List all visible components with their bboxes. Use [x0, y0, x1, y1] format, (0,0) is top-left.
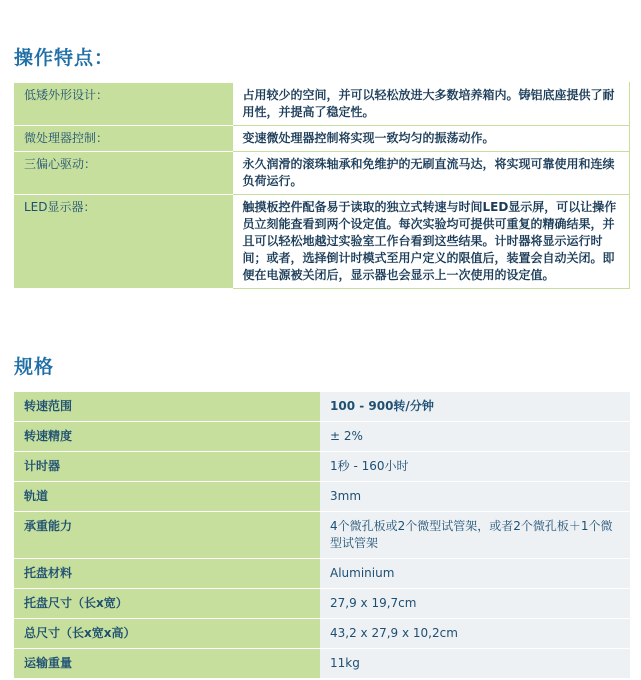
table-row: [14, 422, 630, 452]
feature-label: 微处理器控制：: [14, 126, 232, 152]
table-row: [14, 152, 630, 195]
spec-label: 轨道: [14, 482, 320, 512]
specs-heading: 规格: [14, 356, 55, 378]
table-row: [14, 83, 630, 126]
spec-label: 总尺寸（长x宽x高）: [14, 619, 320, 649]
spec-value: 43,2 x 27,9 x 10,2cm: [320, 619, 630, 649]
table-row: [14, 452, 630, 482]
feature-label: 三偏心驱动：: [14, 152, 232, 195]
table-row: [14, 126, 630, 152]
spec-label: 转速范围: [14, 392, 320, 422]
table-row: [14, 195, 630, 289]
spec-value: 27,9 x 19,7cm: [320, 589, 630, 619]
feature-value: 占用较少的空间，并可以轻松放进大多数培养箱内。铸铝底座提供了耐用性，并提高了稳定性。: [232, 83, 630, 126]
table-row: [14, 512, 630, 559]
table-row: [14, 649, 630, 679]
spec-label: 运输重量: [14, 649, 320, 679]
features-table: [14, 82, 630, 289]
features-heading: 操作特点：: [14, 47, 115, 69]
feature-value: 变速微处理器控制将实现一致均匀的振荡动作。: [232, 126, 630, 152]
spec-value: Aluminium: [320, 559, 630, 589]
specs-table: [14, 391, 630, 679]
table-row: [14, 392, 630, 422]
spec-label: 托盘材料: [14, 559, 320, 589]
spec-value: 11kg: [320, 649, 630, 679]
feature-value: 永久润滑的滚珠轴承和免维护的无刷直流马达，将实现可靠使用和连续负荷运行。: [232, 152, 630, 195]
spec-value: 1秒 - 160小时: [320, 452, 630, 482]
feature-label: 低矮外形设计：: [14, 83, 232, 126]
spec-value: ± 2%: [320, 422, 630, 452]
spec-value: 100 - 900转/分钟: [320, 392, 630, 422]
spec-label: 承重能力: [14, 512, 320, 559]
table-row: [14, 559, 630, 589]
spec-label: 托盘尺寸（长x宽）: [14, 589, 320, 619]
feature-label: LED显示器：: [14, 195, 232, 289]
table-row: [14, 482, 630, 512]
spec-value: 3mm: [320, 482, 630, 512]
spec-value: 4个微孔板或2个微型试管架，或者2个微孔板＋1个微型试管架: [320, 512, 630, 559]
spec-label: 计时器: [14, 452, 320, 482]
table-row: [14, 589, 630, 619]
table-row: [14, 619, 630, 649]
feature-value: 触摸板控件配备易于读取的独立式转速与时间LED显示屏，可以让操作员立刻能查看到两个设定值。每次实验均可提供可重复的精确结果，并且可以轻松地越过实验室工作台看到这些结果。计时器将显示运行时间；或者，选择倒计时模式至用户定义的限值后，装置会自动关闭。即便在电源被关闭后，显示器也会显示上一次使用的设定值。: [232, 195, 630, 289]
spec-label: 转速精度: [14, 422, 320, 452]
